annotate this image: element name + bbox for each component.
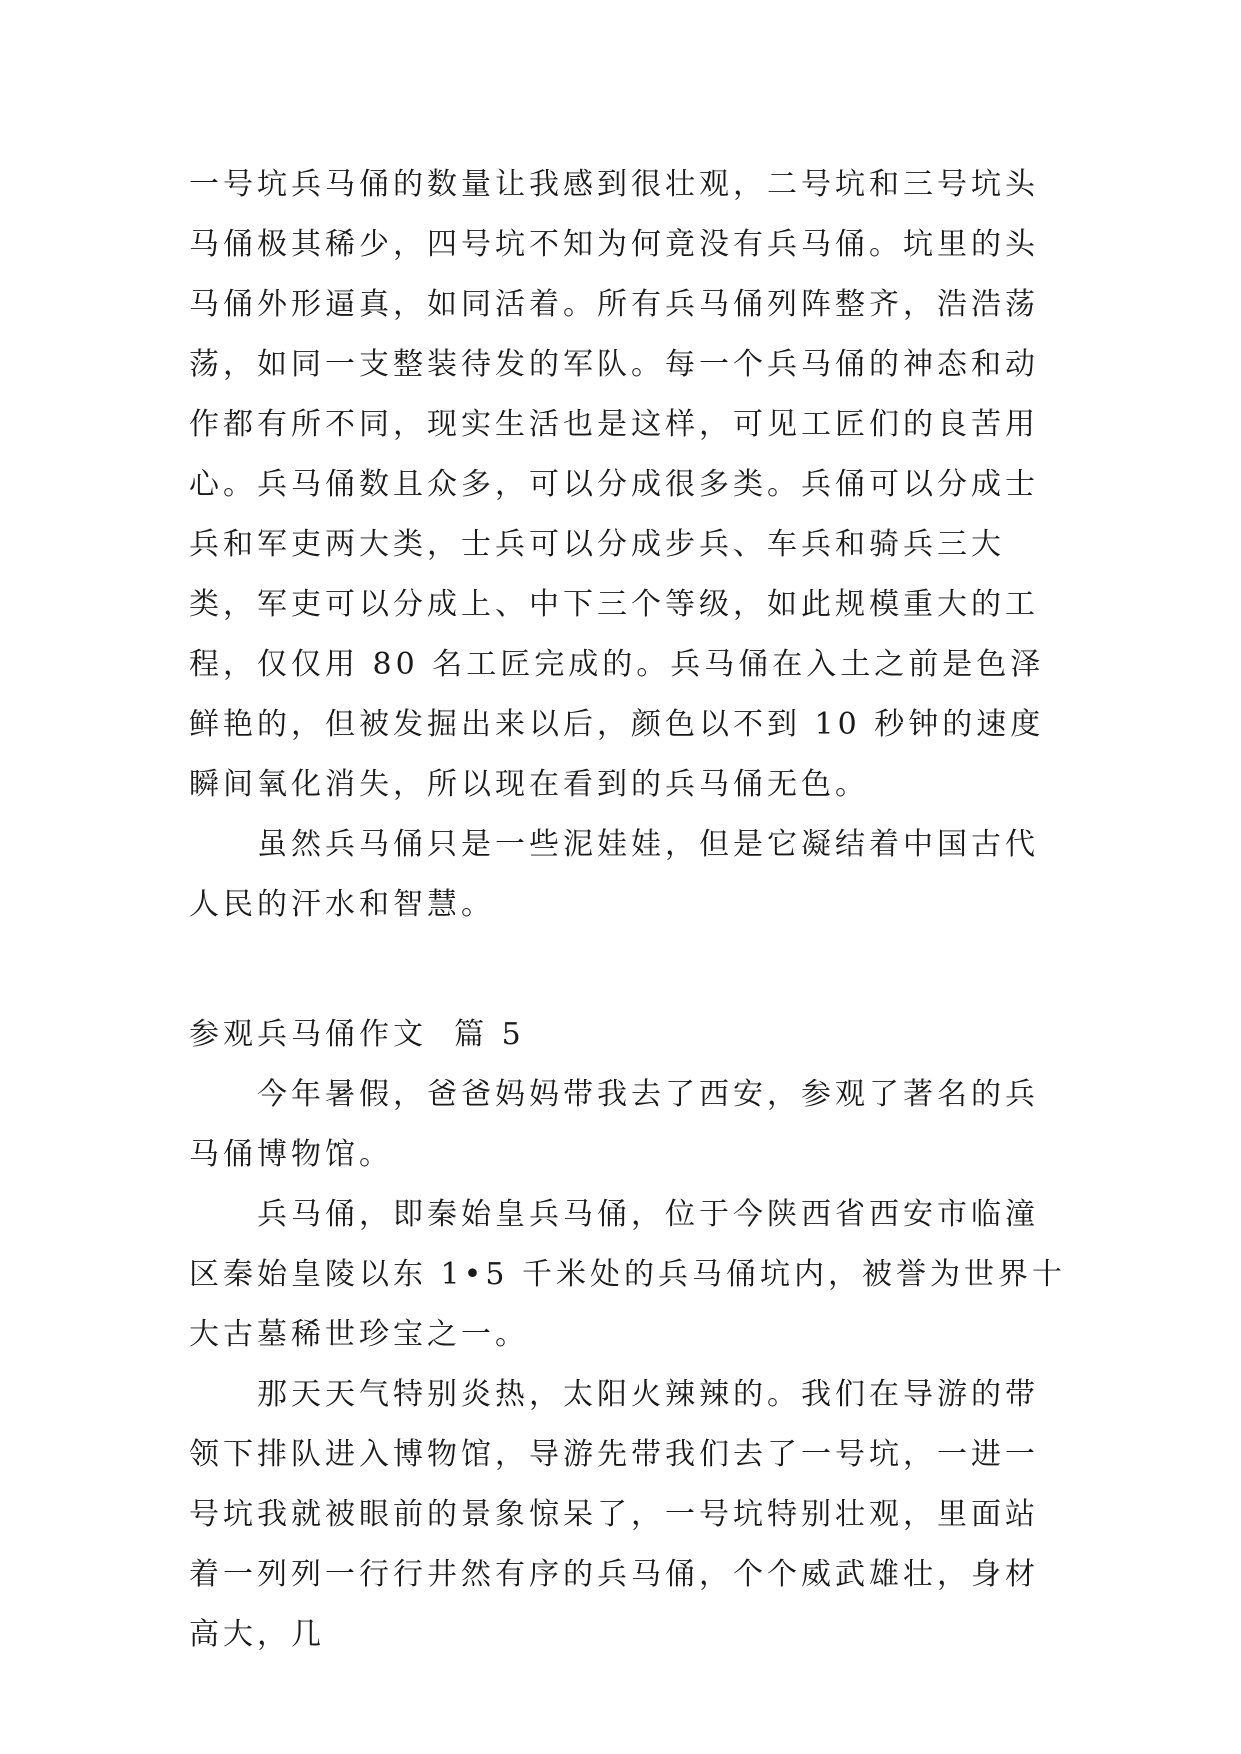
section-paragraph-location [189,1185,1069,1365]
paragraph-text: 一号坑兵马俑的数量让我感到很壮观，二号坑和三号坑头马俑极其稀少，四号坑不知为何竟没有兵马俑。坑里的头马俑外形逼真，如同活着。所有兵马俑列阵整齐，浩浩荡荡，如同一支整装待发的军队。每一个兵马俑的神态和动作都有所不同，现实生活也是这样，可见工匠们的良苦用心。 [189,167,1039,502]
paragraph-conclusion [189,815,1069,935]
section-paragraph-visit [189,1365,1069,1665]
paragraph-text: 今年暑假，爸爸妈妈带我去了西安，参观了著名的兵马俑博物馆。 [189,1077,1039,1172]
section-title: 参观兵马俑作文 篇 5 [189,1017,525,1052]
paragraph-text: 兵马俑数且众多，可以分成很多类。兵俑可以分成士兵和军吏两大类，士兵可以分成步兵、车兵和骑兵三大类，军吏可以分成上、中下三个等级，如此规模重大的工程，仅仅用 80 名工匠完成的。兵马俑在入土之前是色泽鲜艳的，但被发掘出来以后，颜色以不到 10 秒钟的速度瞬间氧化消失，所以现在看到的兵马俑无色。 [189,467,1045,802]
paragraph-terracotta-categories [189,455,1069,815]
paragraph-text: 虽然兵马俑只是一些泥娃娃，但是它凝结着中国古代人民的汗水和智慧。 [189,827,1039,922]
paragraph-text: 那天天气特别炎热，太阳火辣辣的。我们在导游的带领下排队进入博物馆，导游先带我们去了一号坑，一进一号坑我就被眼前的景象惊呆了，一号坑特别壮观，里面站着一列列一行行井然有序的兵马俑，个个威武雄壮，身材高大，几 [189,1377,1039,1652]
section-heading [189,1005,1069,1065]
paragraph-text: 兵马俑，即秦始皇兵马俑，位于今陕西省西安市临潼区秦始皇陵以东 1•5 千米处的兵马俑坑内，被誉为世界十大古墓稀世珍宝之一。 [189,1197,1066,1352]
section-paragraph-intro [189,1065,1069,1185]
